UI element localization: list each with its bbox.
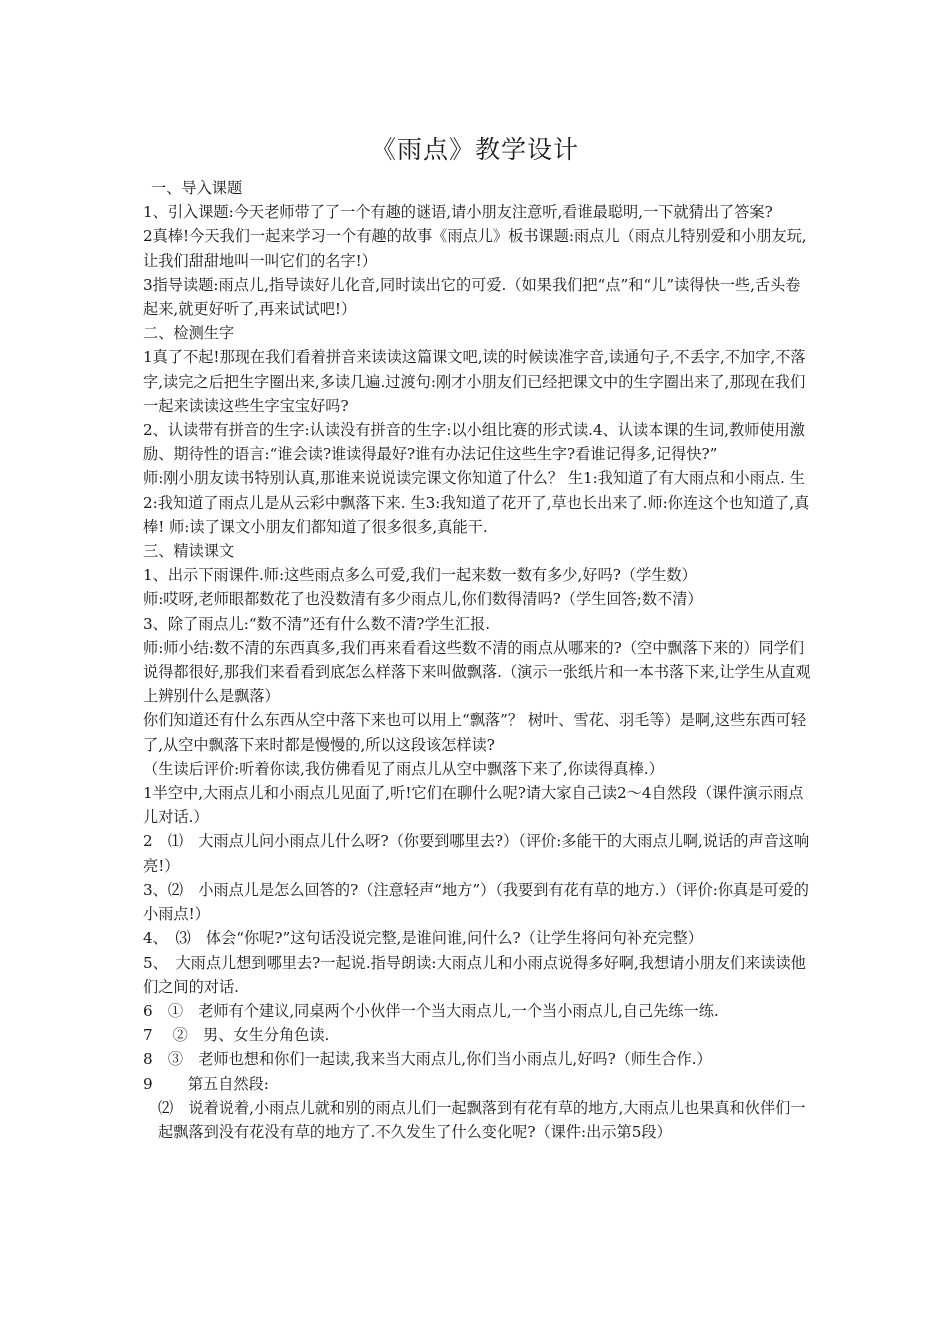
paragraph: 1半空中,大雨点儿和小雨点儿见面了,听!它们在聊什么呢?请大家自己读2～4自然段（课件演示雨点儿对话.） (143, 784, 804, 827)
paragraph: 9 第五自然段: (143, 1074, 269, 1093)
paragraph: 7 ② 男、女生分角色读. (143, 1026, 330, 1045)
paragraph: 2真棒!今天我们一起来学习一个有趣的故事《雨点儿》板书课题:雨点儿（雨点儿特别爱和小朋友玩,让我们甜甜地叫一叫它们的名字!） (143, 227, 807, 270)
section-heading: 一、导入课题 (151, 179, 243, 197)
paragraph: 师:师小结:数不清的东西真多,我们再来看看这些数不清的雨点从哪来的?（空中飘落下来的）同学们说得都很好,那我们来看看到底怎么样落下来叫做飘落.（演示一张纸片和一本书落下来,让学生从直观上辨别什么是飘落） (143, 638, 811, 706)
paragraph: 4、 ⑶ 体会“你呢?”这句话没说完整,是谁问谁,问什么?（让学生将问句补充完整） (143, 929, 703, 948)
paragraph: 1、出示下雨课件.师:这些雨点多么可爱,我们一起来数一数有多少,好吗?（学生数） (143, 566, 697, 585)
paragraph: ⑵ 说着说着,小雨点儿就和别的雨点儿们一起飘落到有花有草的地方,大雨点儿也果真和伙伴们一起飘落到没有花没有草的地方了.不久发生了什么变化呢?（课件:出示第5段） (158, 1098, 806, 1141)
section-heading: 二、检测生字 (143, 324, 235, 343)
paragraph: 2、认读带有拼音的生字:认读没有拼音的生字:以小组比赛的形式读.4、认读本课的生词,教师使用激励、期待性的语言:“谁会读?谁读得最好?谁有办法记住这些生字?看谁记得多,记得快?” (143, 421, 805, 464)
document-body (143, 176, 811, 1144)
paragraph: 3、除了雨点儿:“数不清”还有什么数不清?学生汇报. (143, 614, 491, 633)
section-heading: 三、精读课文 (143, 542, 235, 561)
paragraph: 师:哎呀,老师眼都数花了也没数清有多少雨点儿,你们数得清吗?（学生回答;数不清） (143, 590, 703, 609)
paragraph: 你们知道还有什么东西从空中落下来也可以用上“飘落”？ 树叶、雪花、羽毛等）是啊,这些东西可轻了,从空中飘落下来时都是慢慢的,所以这段该怎样读? (143, 711, 807, 754)
paragraph: 6 ① 老师有个建议,同桌两个小伙伴一个当大雨点儿,一个当小雨点儿,自己先练一练. (143, 1001, 719, 1020)
paragraph: 5、 大雨点儿想到哪里去?一起说.指导朗读:大雨点儿和小雨点说得多好啊,我想请小朋友们来读读他们之间的对话. (143, 953, 806, 996)
paragraph: 1真了不起!那现在我们看着拼音来读读这篇课文吧,读的时候读准字音,读通句子,不丢字,不加字,不落字,读完之后把生字圈出来,多读几遍.过渡句:刚才小朋友们已经把课文中的生字圈出来了,那现在我们一起来读读这些生字宝宝好吗? (143, 348, 806, 415)
paragraph: （生读后评价:听着你读,我仿佛看见了雨点儿从空中飘落下来了,你读得真棒.） (143, 759, 664, 778)
paragraph: 2 ⑴ 大雨点儿问小雨点儿什么呀?（你要到哪里去?）（评价:多能干的大雨点儿啊,说话的声音这响亮!） (143, 832, 810, 875)
paragraph: 1、引入课题:今天老师带了了一个有趣的谜语,请小朋友注意听,看谁最聪明,一下就猜出了答案? (143, 203, 773, 222)
paragraph: 8 ③ 老师也想和你们一起读,我来当大雨点儿,你们当小雨点儿,好吗?（师生合作.） (143, 1050, 712, 1069)
paragraph: 3、⑵ 小雨点儿是怎么回答的?（注意轻声“地方”）（我要到有花有草的地方.）（评价:你真是可爱的小雨点!） (143, 880, 809, 924)
document-title: 《雨点》教学设计 (370, 135, 579, 164)
paragraph: 3指导读题:雨点儿,指导读好儿化音,同时读出它的可爱.（如果我们把“点”和“儿”读得快一些,舌头卷起来,就更好听了,再来试试吧!） (143, 275, 801, 319)
paragraph: 师:刚小朋友读书特别认真,那谁来说说读完课文你知道了什么？ 生1:我知道了有大雨点和小雨点. 生2:我知道了雨点儿是从云彩中飘落下来. 生3:我知道了花开了,草也长出来了.师:你连这个也知道了,真棒! 师:读了课文小朋友们都知道了很多很多,真能干. (143, 469, 810, 536)
